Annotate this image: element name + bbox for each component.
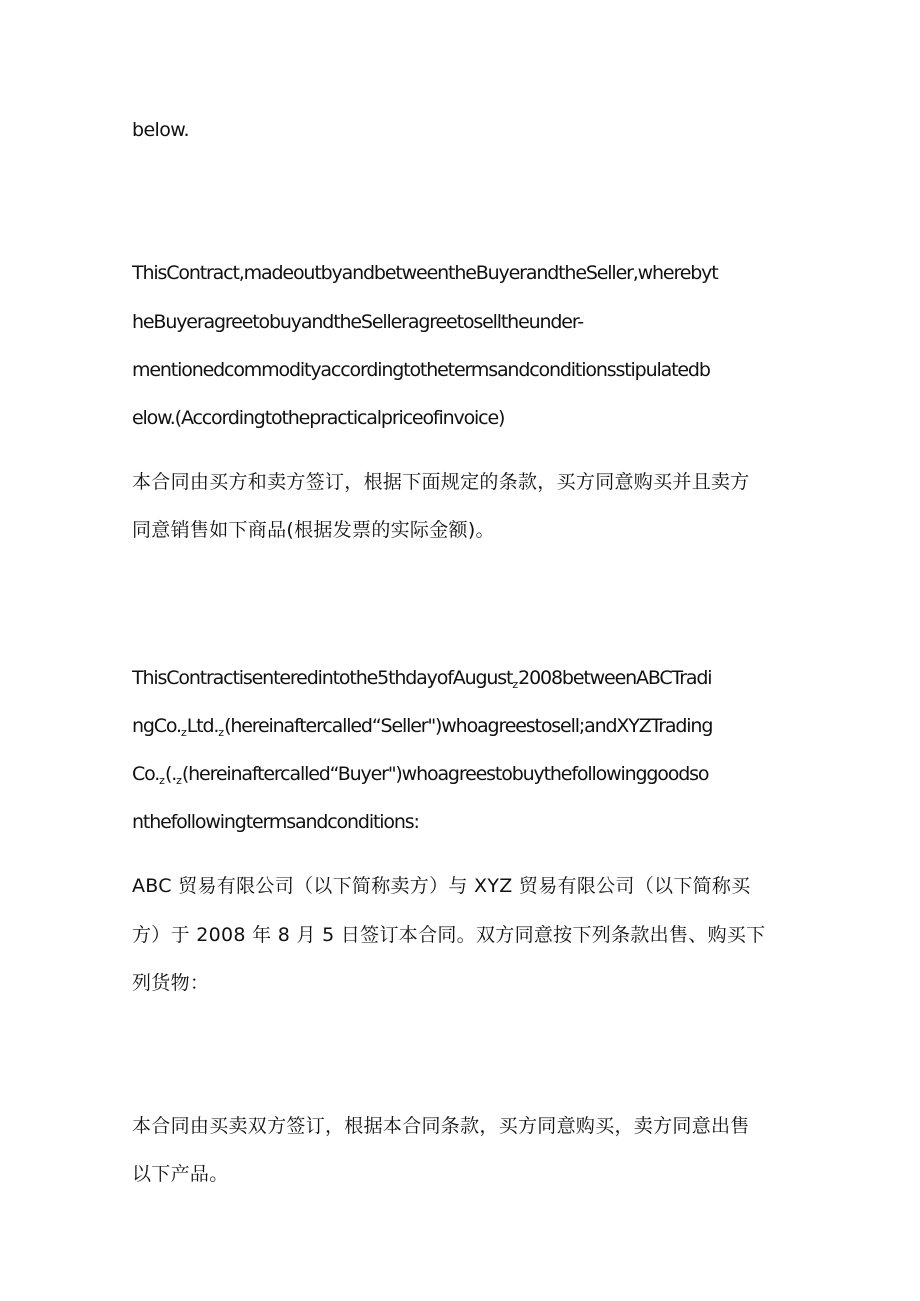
- subscript-mark: z: [218, 726, 225, 739]
- subscript-mark: z: [176, 774, 182, 787]
- line-text: (hereinaftercalled“Seller")whoagreestosell;andXYZTrading: [224, 715, 713, 737]
- paragraph-line: heBuyeragreetobuyandtheSelleragreetoselltheunder-: [132, 311, 584, 333]
- subscript-mark: z: [159, 774, 165, 787]
- line-text: ThisContractisenteredintothe5thdayofAugust: [132, 667, 513, 689]
- paragraph-line: mentionedcommodityaccordingtothetermsandconditionsstipulatedb: [132, 359, 710, 381]
- paragraph-line: 本合同由买方和卖方签订，根据下面规定的条款，买方同意购买并且卖方: [132, 471, 750, 493]
- line-text: Co.: [132, 763, 160, 785]
- paragraph-line: 本合同由买卖双方签订，根据本合同条款，买方同意购买，卖方同意出售: [132, 1115, 750, 1137]
- paragraph-line: nthefollowingtermsandconditions:: [132, 811, 419, 833]
- paragraph-line: [132, 665, 792, 698]
- subscript-mark: z: [512, 678, 519, 691]
- subscript-mark: z: [180, 726, 187, 739]
- line-text: (hereinaftercalled“Buyer")whoagreestobuythefollowinggoodso: [181, 763, 709, 785]
- paragraph-line: elow.(Accordingtothepracticalpriceofinvoice): [132, 407, 505, 429]
- paragraph-line: 方）于 2008 年 8 月 5 日签订本合同。双方同意按下列条款出售、购买下: [132, 924, 766, 946]
- paragraph-line: 以下产品。: [132, 1163, 229, 1185]
- line-text: (.: [164, 763, 177, 785]
- paragraph-line: 列货物：: [132, 972, 210, 994]
- line-text: ngCo.: [132, 715, 181, 737]
- paragraph-line: ABC 贸易有限公司（以下简称卖方）与 XYZ 贸易有限公司（以下简称买: [132, 875, 751, 897]
- paragraph-line: below.: [132, 119, 189, 141]
- line-text: 2008betweenABCTradi: [518, 667, 712, 689]
- line-text: Ltd.: [186, 715, 219, 737]
- paragraph-line: ThisContract,madeoutbyandbetweentheBuyerandtheSeller,wherebyt: [132, 262, 718, 284]
- paragraph-line: [132, 713, 792, 746]
- paragraph-line: [132, 761, 792, 794]
- paragraph-line: 同意销售如下商品(根据发票的实际金额)。: [132, 519, 495, 541]
